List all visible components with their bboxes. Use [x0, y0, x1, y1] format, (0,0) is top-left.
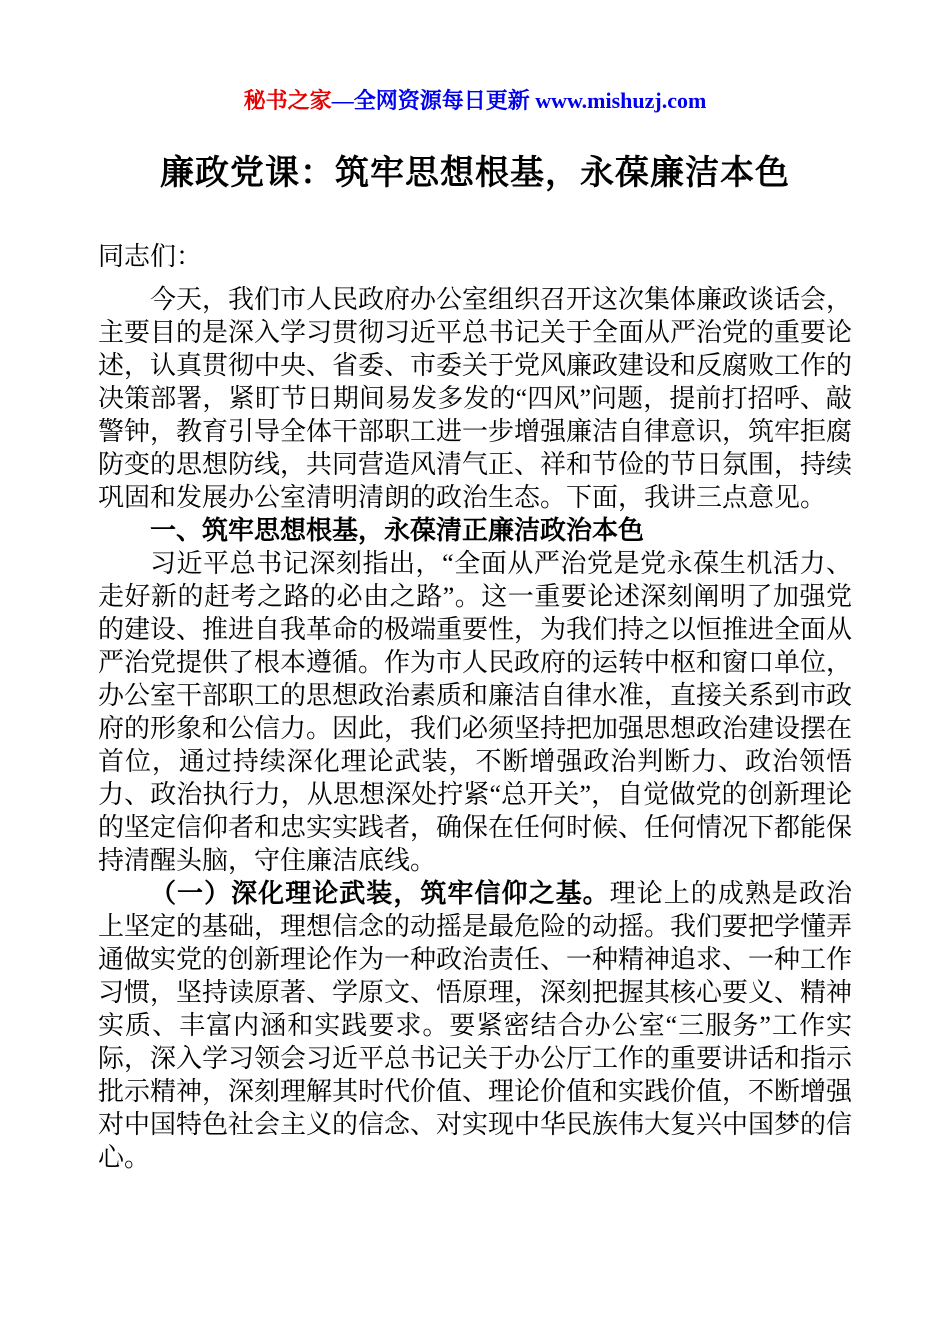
subsection-1-lead: （一）深化理论武装，筑牢信仰之基。 — [150, 879, 610, 908]
paragraph-subsection-1 — [98, 877, 852, 1174]
paragraph-theory: 习近平总书记深刻指出，“全面从严治党是党永葆生机活力、走好新的赶考之路的必由之路”。这一重要论述深刻阐明了加强党的建设、推进自我革命的极端重要性，为我们持之以恒推进全面从严治党提供了根本遵循。作为市人民政府的运转中枢和窗口单位，办公室干部职工的思想政治素质和廉洁自律水准，直接关系到市政府的形象和公信力。因此，我们必须坚持把加强思想政治建设摆在首位，通过持续深化理论武装，不断增强政治判断力、政治领悟力、政治执行力，从思想深处拧紧“总开关”，自觉做党的创新理论的坚定信仰者和忠实实践者，确保在任何时候、任何情况下都能保持清醒头脑，守住廉洁底线。 — [98, 549, 853, 875]
document-title: 廉政党课：筑牢思想根基，永葆廉洁本色 — [160, 155, 790, 192]
section-heading-1: 一、筑牢思想根基，永葆清正廉洁政治本色 — [150, 516, 645, 545]
site-url-link[interactable]: www.mishuzj.com — [535, 88, 707, 113]
site-brand: 秘书之家 — [243, 88, 332, 113]
subsection-1-text: 理论上的成熟是政治上坚定的基础，理想信念的动摇是最危险的动摇。我们要把学懂弄通做实党的创新理论作为一种政治责任、一种精神追求、一种工作习惯，坚持读原著、学原文、悟原理，深刻把握其核心要义、精神实质、丰富内涵和实践要求。要紧密结合办公室“三服务”工作实际，深入学习领会习近平总书记关于办公厅工作的重要讲话和指示批示精神，深刻理解其时代价值、理论价值和实践价值，不断增强对中国特色社会主义的信念、对实现中华民族伟大复兴中国梦的信心。 — [98, 879, 853, 1172]
paragraph-intro: 今天，我们市人民政府办公室组织召开这次集体廉政谈话会，主要目的是深入学习贯彻习近平总书记关于全面从严治党的重要论述，认真贯彻中央、省委、市委关于党风廉政建设和反腐败工作的决策部署，紧盯节日期间易发多发的“四风”问题，提前打招呼、敲警钟，教育引导全体干部职工进一步增强廉洁自律意识，筑牢拒腐防变的思想防线，共同营造风清气正、祥和节俭的节日氛围，持续巩固和发展办公室清明清朗的政治生态。下面，我讲三点意见。 — [98, 285, 853, 512]
site-tagline: —全网资源每日更新 — [331, 88, 536, 113]
document-body — [98, 240, 852, 1174]
salutation: 同志们： — [98, 242, 203, 271]
site-header — [98, 86, 852, 116]
